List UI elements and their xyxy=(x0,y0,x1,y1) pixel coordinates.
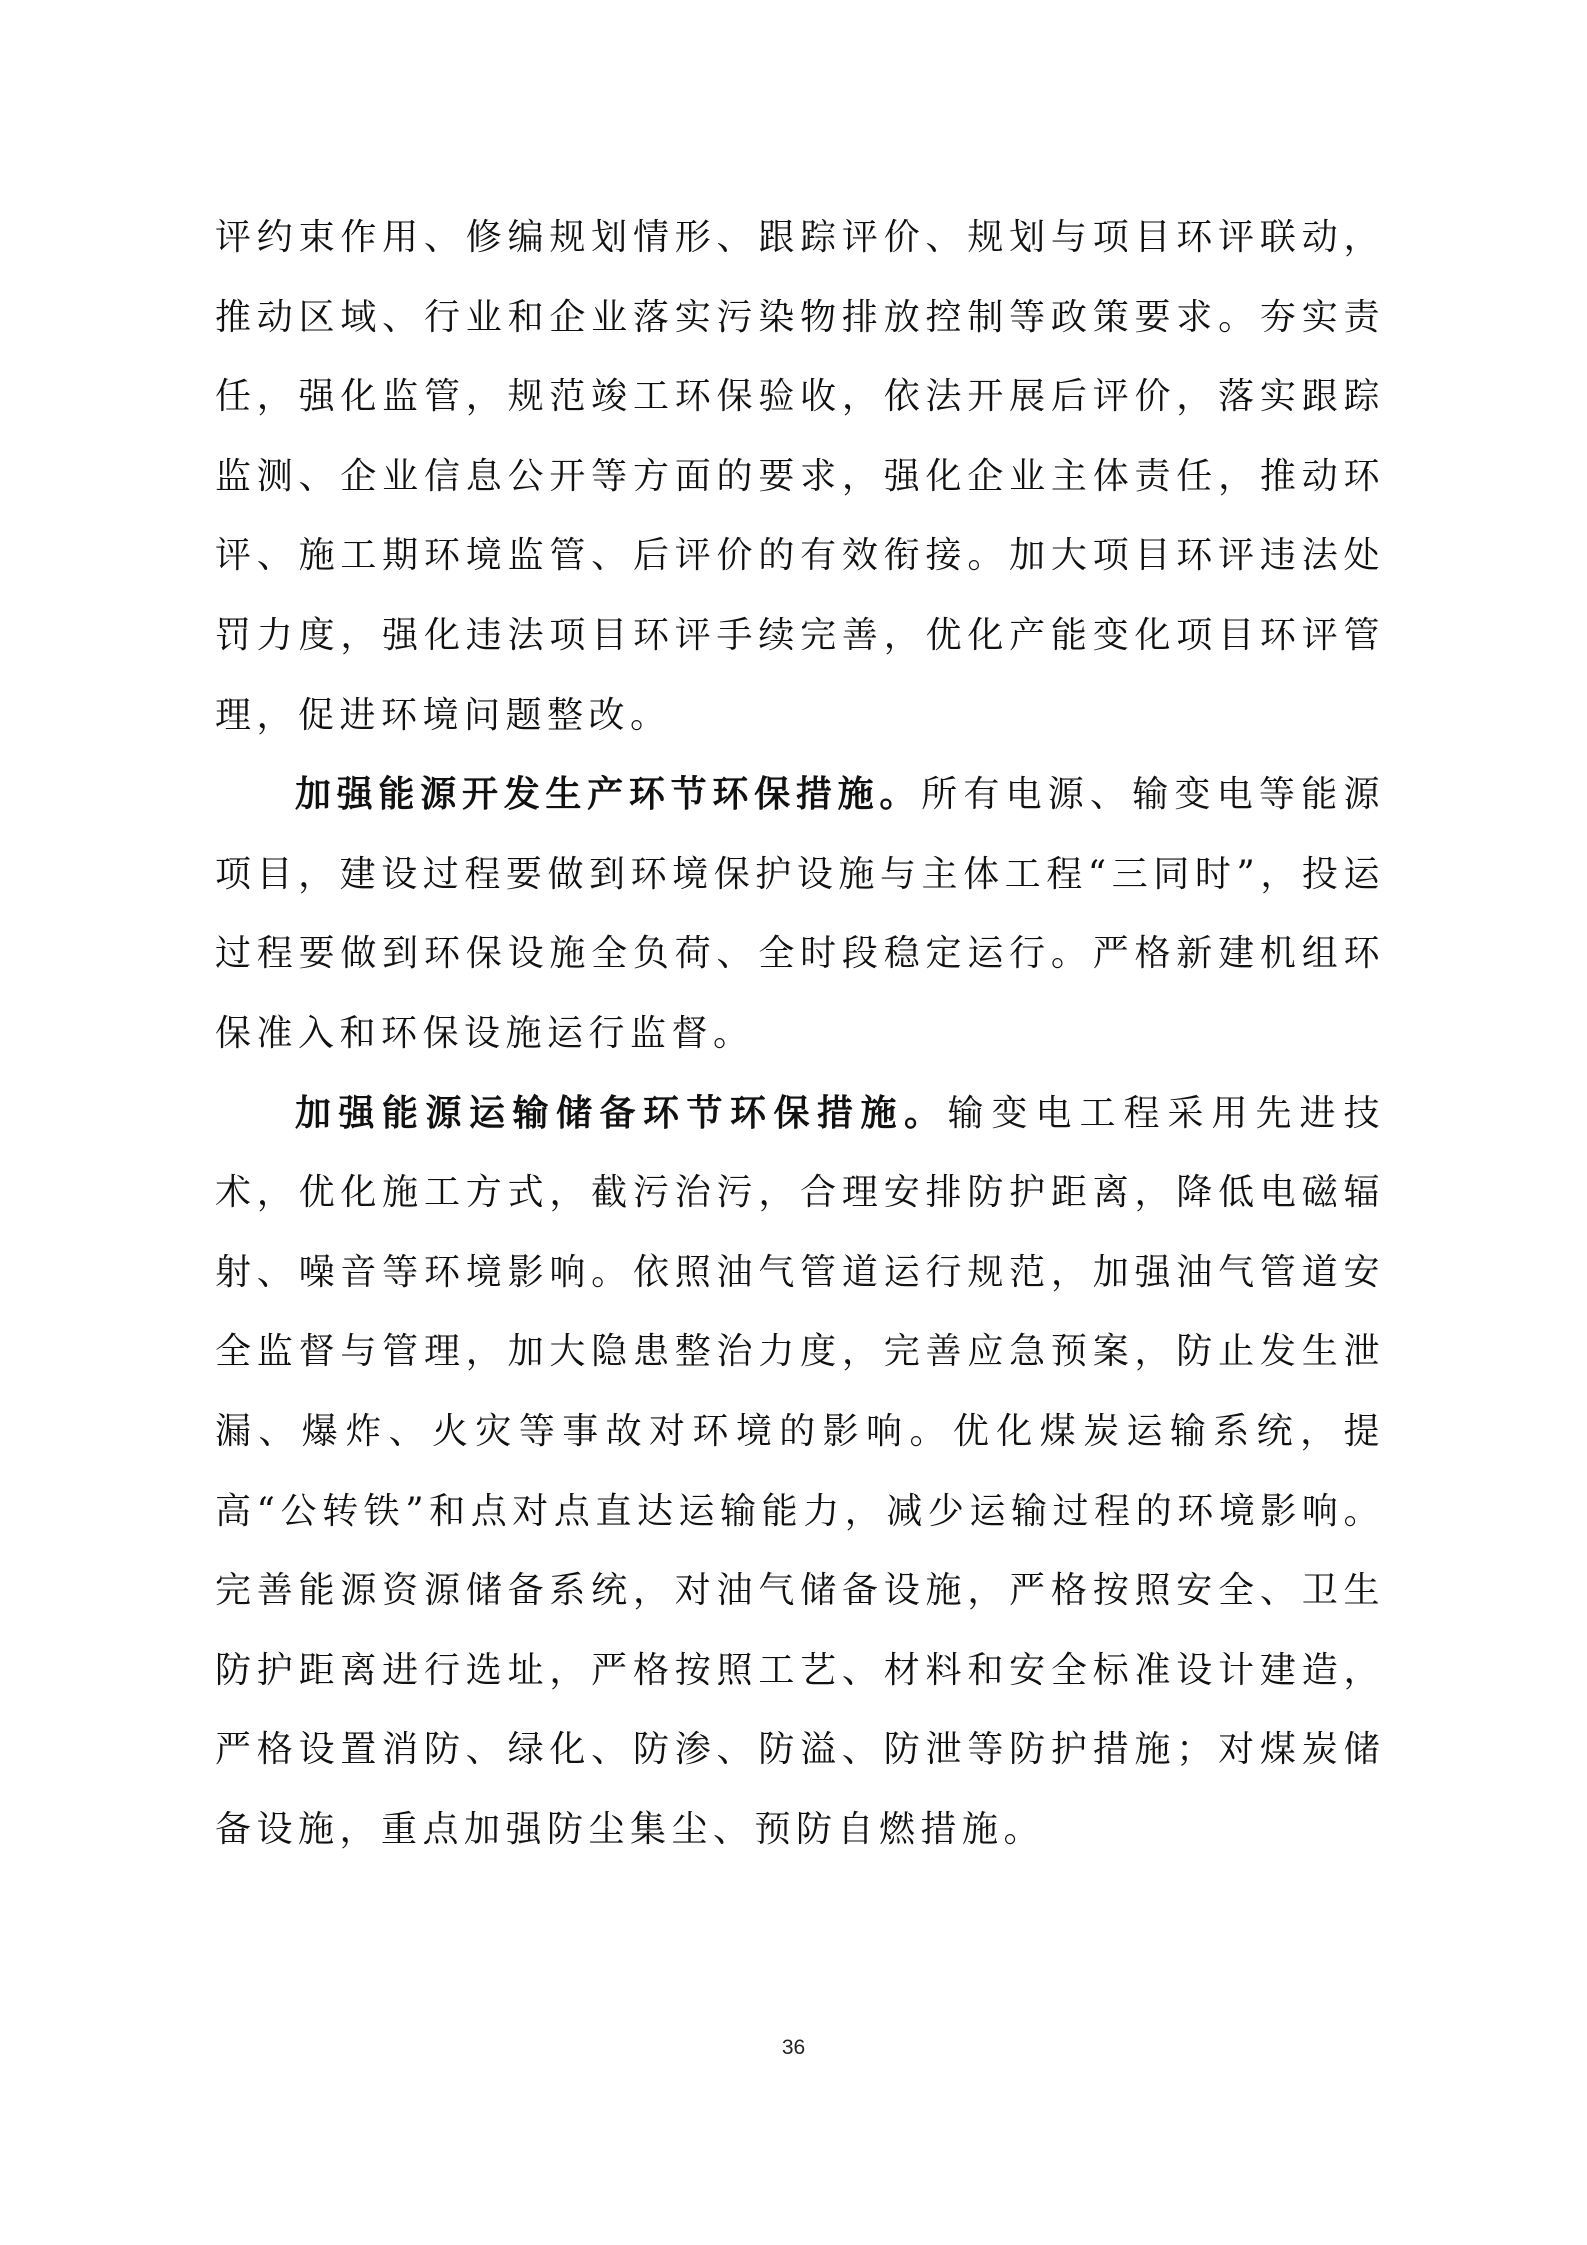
page-number: 36 xyxy=(781,2036,806,2059)
paragraph-text: 输变电工程采用先进技术，优化施工方式，截污治污，合理安排防护距离，降低电磁辐射、噪音等环境影响。依照油气管道运行规范，加强油气管道安全监督与管理，加大隐患整治力度，完善应急预案，防止发生泄漏、爆炸、火灾等事故对环境的影响。优化煤炭运输系统，提高“公转铁”和点对点直达运输能力，减少运输过程的环境影响。完善能源资源储备系统，对油气储备设施，严格按照安全、卫生防护距离进行选址，严格按照工艺、材料和安全标准设计建造，严格设置消防、绿化、防渗、防溢、防泄等防护措施；对煤炭储备设施，重点加强防尘集尘、预防自燃措施。 xyxy=(215,1092,1385,1850)
paragraph-heading: 加强能源开发生产环节环保措施。 xyxy=(295,774,922,816)
paragraph-energy-production xyxy=(215,755,1385,1073)
paragraph-continuation xyxy=(215,198,1385,755)
paragraph-text: 评约束作用、修编规划情形、跟踪评价、规划与项目环评联动，推动区域、行业和企业落实污染物排放控制等政策要求。夯实责任，强化监管，规范竣工环保验收，依法开展后评价，落实跟踪监测、企业信息公开等方面的要求，强化企业主体责任，推动环评、施工期环境监管、后评价的有效衔接。加大项目环评违法处罚力度，强化违法项目环评手续完善，优化产能变化项目环评管理，促进环境问题整改。 xyxy=(215,217,1385,736)
document-body xyxy=(215,198,1385,1869)
paragraph-heading: 加强能源运输储备环节环保措施。 xyxy=(295,1092,948,1134)
paragraph-text: 所有电源、输变电等能源项目，建设过程要做到环境保护设施与主体工程“三同时”，投运过程要做到环保设施全负荷、全时段稳定运行。严格新建机组环保准入和环保设施运行监督。 xyxy=(215,774,1385,1054)
paragraph-energy-transport xyxy=(215,1074,1385,1870)
